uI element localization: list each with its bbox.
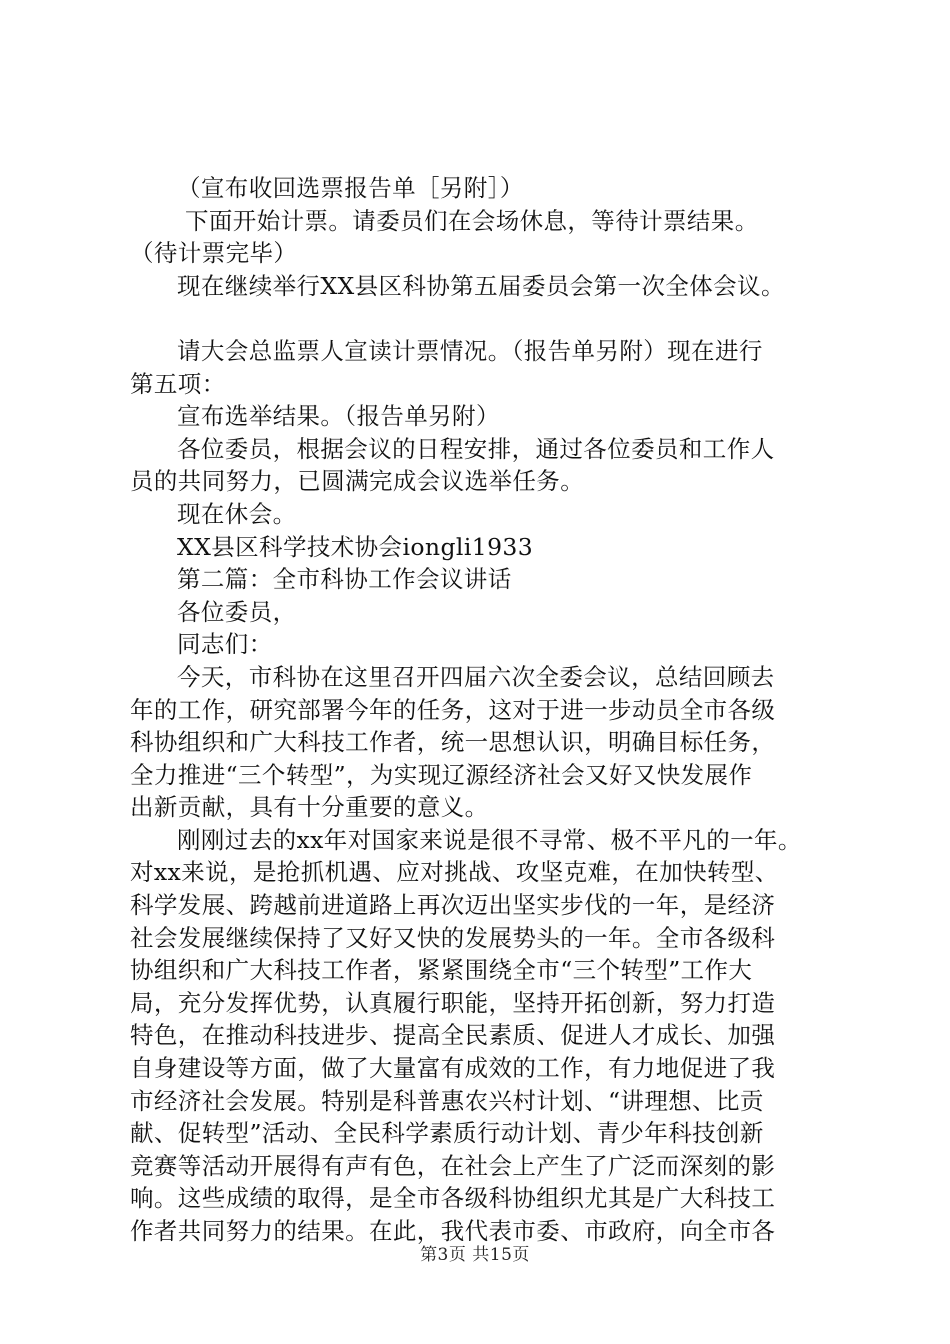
- text-line: 各位委员，: [177, 597, 297, 626]
- text-line: （宣布收回选票报告单［另附］）: [177, 174, 524, 202]
- document-body: [130, 172, 830, 1248]
- text-line: 响。这些成绩的取得，是全市各级科协组织尤其是广大科技工: [130, 1184, 776, 1213]
- text-line: XX县区科学技术协会iongli1933: [177, 532, 534, 561]
- page-number: 第3页 共15页: [420, 1245, 530, 1265]
- text-line: 特色，在推动科技进步、提高全民素质、促进人才成长、加强: [130, 1021, 776, 1050]
- text-line: 员的共同努力，已圆满完成会议选举任务。: [130, 467, 585, 496]
- text-line: 科学发展、跨越前进道路上再次迈出坚实步伐的一年，是经济: [130, 891, 776, 920]
- text-line: 刚刚过去的xx年对国家来说是很不寻常、极不平凡的一年。: [177, 825, 802, 854]
- text-line: 现在休会。: [177, 499, 297, 528]
- text-line: 献、促转型”活动、全民科学素质行动计划、青少年科技创新: [130, 1119, 764, 1148]
- text-line: 全力推进“三个转型”，为实现辽源经济社会又好又快发展作: [130, 760, 753, 789]
- text-line: 科协组织和广大科技工作者，统一思想认识，明确目标任务，: [130, 728, 776, 757]
- text-line: 今天，市科协在这里召开四届六次全委会议，总结回顾去: [177, 662, 775, 691]
- text-line: 市经济社会发展。特别是科普惠农兴村计划、“讲理想、比贡: [130, 1086, 764, 1115]
- text-line: 宣布选举结果。（报告单另附）: [177, 402, 500, 431]
- text-line: 年的工作，研究部署今年的任务，这对于进一步动员全市各级: [130, 695, 776, 724]
- text-line: 局，充分发挥优势，认真履行职能，坚持开拓创新，努力打造: [130, 988, 776, 1017]
- text-line: 同志们：: [177, 630, 273, 659]
- paragraph: [130, 335, 830, 400]
- paragraph: [130, 498, 830, 531]
- text-line: 出新贡献，具有十分重要的意义。: [130, 793, 489, 822]
- paragraph: [130, 661, 830, 824]
- text-line: 第二篇：全市科协工作会议讲话: [177, 565, 512, 594]
- salutation: [130, 596, 830, 629]
- text-line: （待计票完毕）: [130, 239, 298, 268]
- paragraph: [130, 531, 830, 564]
- paragraph: [130, 205, 830, 270]
- salutation: [130, 628, 830, 661]
- text-line: 自身建设等方面，做了大量富有成效的工作，有力地促进了我: [130, 1054, 776, 1083]
- text-line: 协组织和广大科技工作者，紧紧围绕全市“三个转型”工作大: [130, 956, 753, 985]
- paragraph: [130, 172, 830, 205]
- paragraph: [130, 433, 830, 498]
- paragraph: [130, 270, 830, 303]
- text-line: 竞赛等活动开展得有声有色，在社会上产生了广泛而深刻的影: [130, 1151, 776, 1180]
- text-line: 各位委员，根据会议的日程安排，通过各位委员和工作人: [177, 434, 775, 463]
- text-line: 请大会总监票人宣读计票情况。（报告单另附）现在进行: [177, 336, 763, 365]
- text-line: 现在继续举行XX县区科协第五届委员会第一次全体会议。: [177, 271, 785, 300]
- text-line: 下面开始计票。请委员们在会场休息，等待计票结果。: [185, 206, 759, 235]
- text-line: 对xx来说，是抢抓机遇、应对挑战、攻坚克难，在加快转型、: [130, 858, 779, 887]
- text-line: 第五项：: [130, 369, 226, 398]
- paragraph: [130, 824, 830, 1248]
- paragraph: [130, 400, 830, 433]
- text-line: 社会发展继续保持了又好又快的发展势头的一年。全市各级科: [130, 923, 776, 952]
- text-line: 作者共同努力的结果。在此，我代表市委、市政府，向全市各: [130, 1217, 776, 1245]
- section-heading: [130, 563, 830, 596]
